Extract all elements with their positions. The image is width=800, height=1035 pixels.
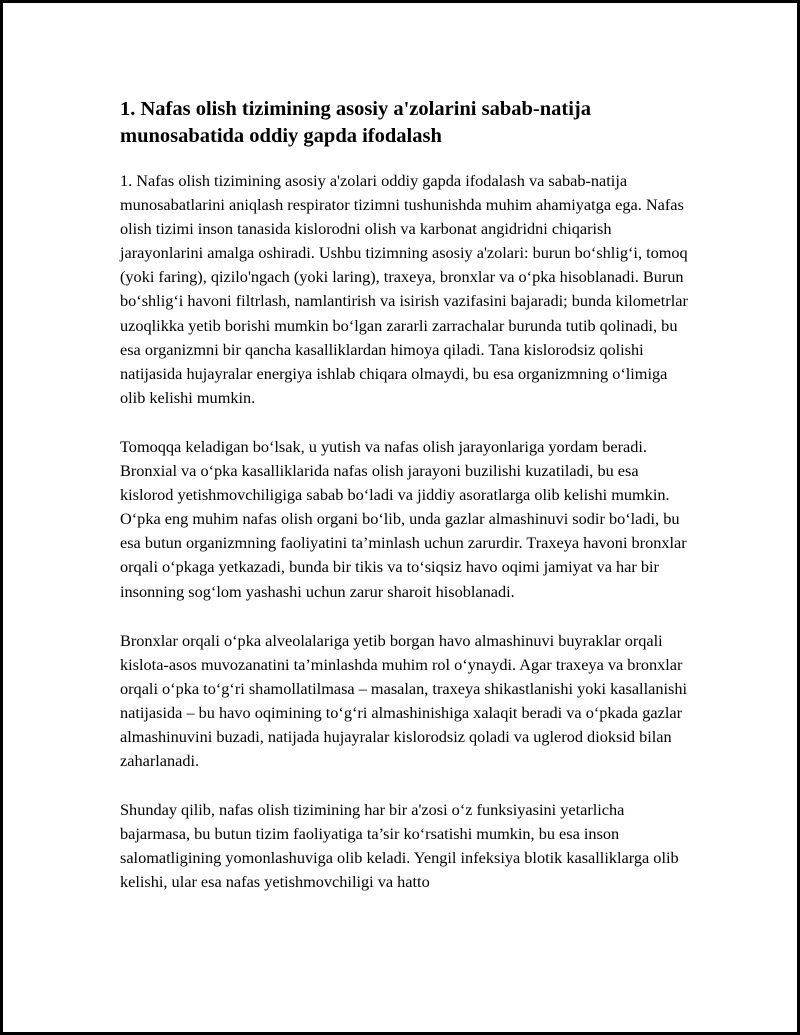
paragraph-3: Bronxlar orqali o‘pka alveolalariga yetib borgan havo almashinuvi buyraklar orqali kislota-asos muvozanatini ta’minlashda muhim rol o‘ynaydi. Agar traxeya va bronxlar orqali o‘pka to‘g‘ri shamollatilmasa – masalan, traxeya shikastlanishi yoki kasallanishi natijasida – bu havo oqimining to‘g‘ri almashinishiga xalaqit beradi va o‘pkada gazlar almashinuvini buzadi, natijada hujayralar kislorodsiz qoladi va uglerod dioksid bilan zaharlanadi. [120, 630, 687, 771]
paragraph-1: 1. Nafas olish tizimining asosiy a'zolari oddiy gapda ifodalash va sabab-natija munosabatlarini aniqlash respirator tizimni tushunishda muhim ahamiyatga ega. Nafas olish tizimi inson tanasida kislorodni olish va karbonat angidridni chiqarish jarayonlarini amalga oshiradi. Ushbu tizimning asosiy a'zolari: burun bo‘shlig‘i, tomoq (yoki faring), qizilo'ngach (yoki laring), traxeya, bronxlar va o‘pka hisoblanadi. Burun bo‘shlig‘i havoni filtrlash, namlantirish va isirish vazifasini bajaradi; bunda kilometrlar uzoqlikka yetib borishi mumkin bo‘lgan zararli zarrachalar burunda tutib qolinadi, bu esa organizmni bir qancha kasalliklardan himoya qiladi. Tana kislorodsiz qolishi natijasida hujayralar energiya ishlab chiqara olmaydi, bu esa organizmning o‘limiga olib kelishi mumkin. [120, 171, 688, 407]
document-title: 1. Nafas olish tizimining asosiy a'zolarini sabab-natija munosabatida oddiy gapda ifodalash [120, 98, 591, 147]
document-body [120, 96, 690, 920]
paragraph-2: Tomoqqa keladigan bo‘lsak, u yutish va nafas olish jarayonlariga yordam beradi. Bronxial va o‘pka kasalliklarida nafas olish jarayoni buzilishi kuzatiladi, bu esa kislorod yetishmovchiligiga sabab bo‘ladi va jiddiy asoratlarga olib kelishi mumkin. O‘pka eng muhim nafas olish organi bo‘lib, unda gazlar almashinuvi sodir bo‘ladi, bu esa butun organizmning faoliyatini ta’minlash uchun zarurdir. Traxeya havoni bronxlar orqali o‘pkaga yetkazadi, bunda bir tikis va to‘siqsiz havo oqimi jamiyat va har bir insonning sog‘lom yashashi uchun zarur sharoit hisoblanadi. [120, 436, 687, 601]
paragraph-4: Shunday qilib, nafas olish tizimining har bir a'zosi o‘z funksiyasini yetarlicha bajarmasa, bu butun tizim faoliyatiga ta’sir ko‘rsatishi mumkin, bu esa inson salomatligining yomonlashuviga olib keladi. Yengil infeksiya blotik kasalliklarga olib kelishi, ular esa nafas yetishmovchiligi va hatto [120, 800, 679, 892]
